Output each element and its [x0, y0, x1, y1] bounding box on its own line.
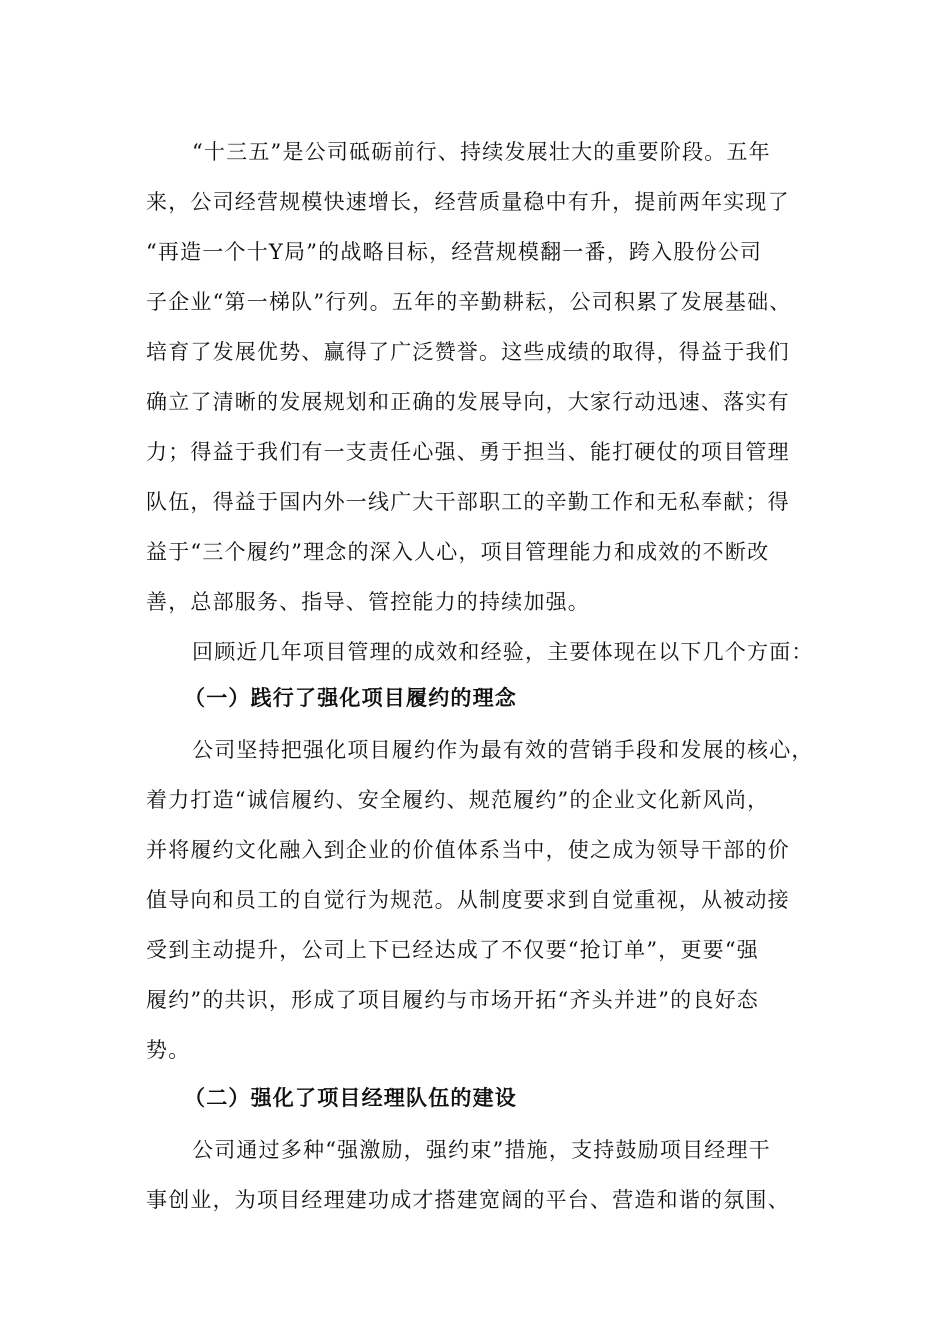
section-heading-1: （一）践行了强化项目履约的理念	[184, 685, 517, 710]
paragraph-3-line-6: 履约”的共识，形成了项目履约与市场开拓“齐头并进”的良好态	[146, 988, 760, 1012]
paragraph-1-line-8: 队伍，得益于国内外一线广大干部职工的辛勤工作和无私奉献；得	[146, 490, 790, 514]
paragraph-2-line-1: 回顾近几年项目管理的成效和经验，主要体现在以下几个方面：	[192, 640, 814, 664]
paragraph-4-line-1: 公司通过多种“强激励，强约束”措施，支持鼓励项目经理干	[192, 1138, 771, 1162]
paragraph-1-line-3: “再造一个十Y局”的战略目标，经营规模翻一番，跨入股份公司	[146, 240, 763, 264]
paragraph-3-line-7: 势。	[146, 1038, 191, 1062]
paragraph-1-line-9: 益于“三个履约”理念的深入人心，项目管理能力和成效的不断改	[146, 540, 770, 564]
paragraph-1-line-5: 培育了发展优势、赢得了广泛赞誉。这些成绩的取得，得益于我们	[146, 340, 790, 364]
paragraph-1-line-7: 力；得益于我们有一支责任心强、勇于担当、能打硬仗的项目管理	[146, 440, 790, 464]
paragraph-1-line-1: “十三五”是公司砥砺前行、持续发展壮大的重要阶段。五年	[192, 140, 771, 164]
paragraph-3-line-3: 并将履约文化融入到企业的价值体系当中，使之成为领导干部的价	[146, 838, 790, 862]
paragraph-3-line-2: 着力打造“诚信履约、安全履约、规范履约”的企业文化新风尚，	[146, 788, 770, 812]
section-heading-2: （二）强化了项目经理队伍的建设	[184, 1085, 517, 1110]
paragraph-1-line-4: 子企业“第一梯队”行列。五年的辛勤耕耘，公司积累了发展基础、	[146, 290, 792, 314]
paragraph-3-line-5: 受到主动提升，公司上下已经达成了不仅要“抢订单”，更要“强	[146, 938, 760, 962]
paragraph-1-line-6: 确立了清晰的发展规划和正确的发展导向，大家行动迅速、落实有	[146, 390, 790, 414]
paragraph-3-line-4: 值导向和员工的自觉行为规范。从制度要求到自觉重视，从被动接	[146, 888, 790, 912]
paragraph-4-line-2: 事创业，为项目经理建功成才搭建宽阔的平台、营造和谐的氛围、	[146, 1188, 790, 1212]
paragraph-1-line-10: 善，总部服务、指导、管控能力的持续加强。	[146, 590, 590, 614]
paragraph-3-line-1: 公司坚持把强化项目履约作为最有效的营销手段和发展的核心，	[192, 738, 814, 762]
paragraph-1-line-2: 来，公司经营规模快速增长，经营质量稳中有升，提前两年实现了	[146, 190, 790, 214]
